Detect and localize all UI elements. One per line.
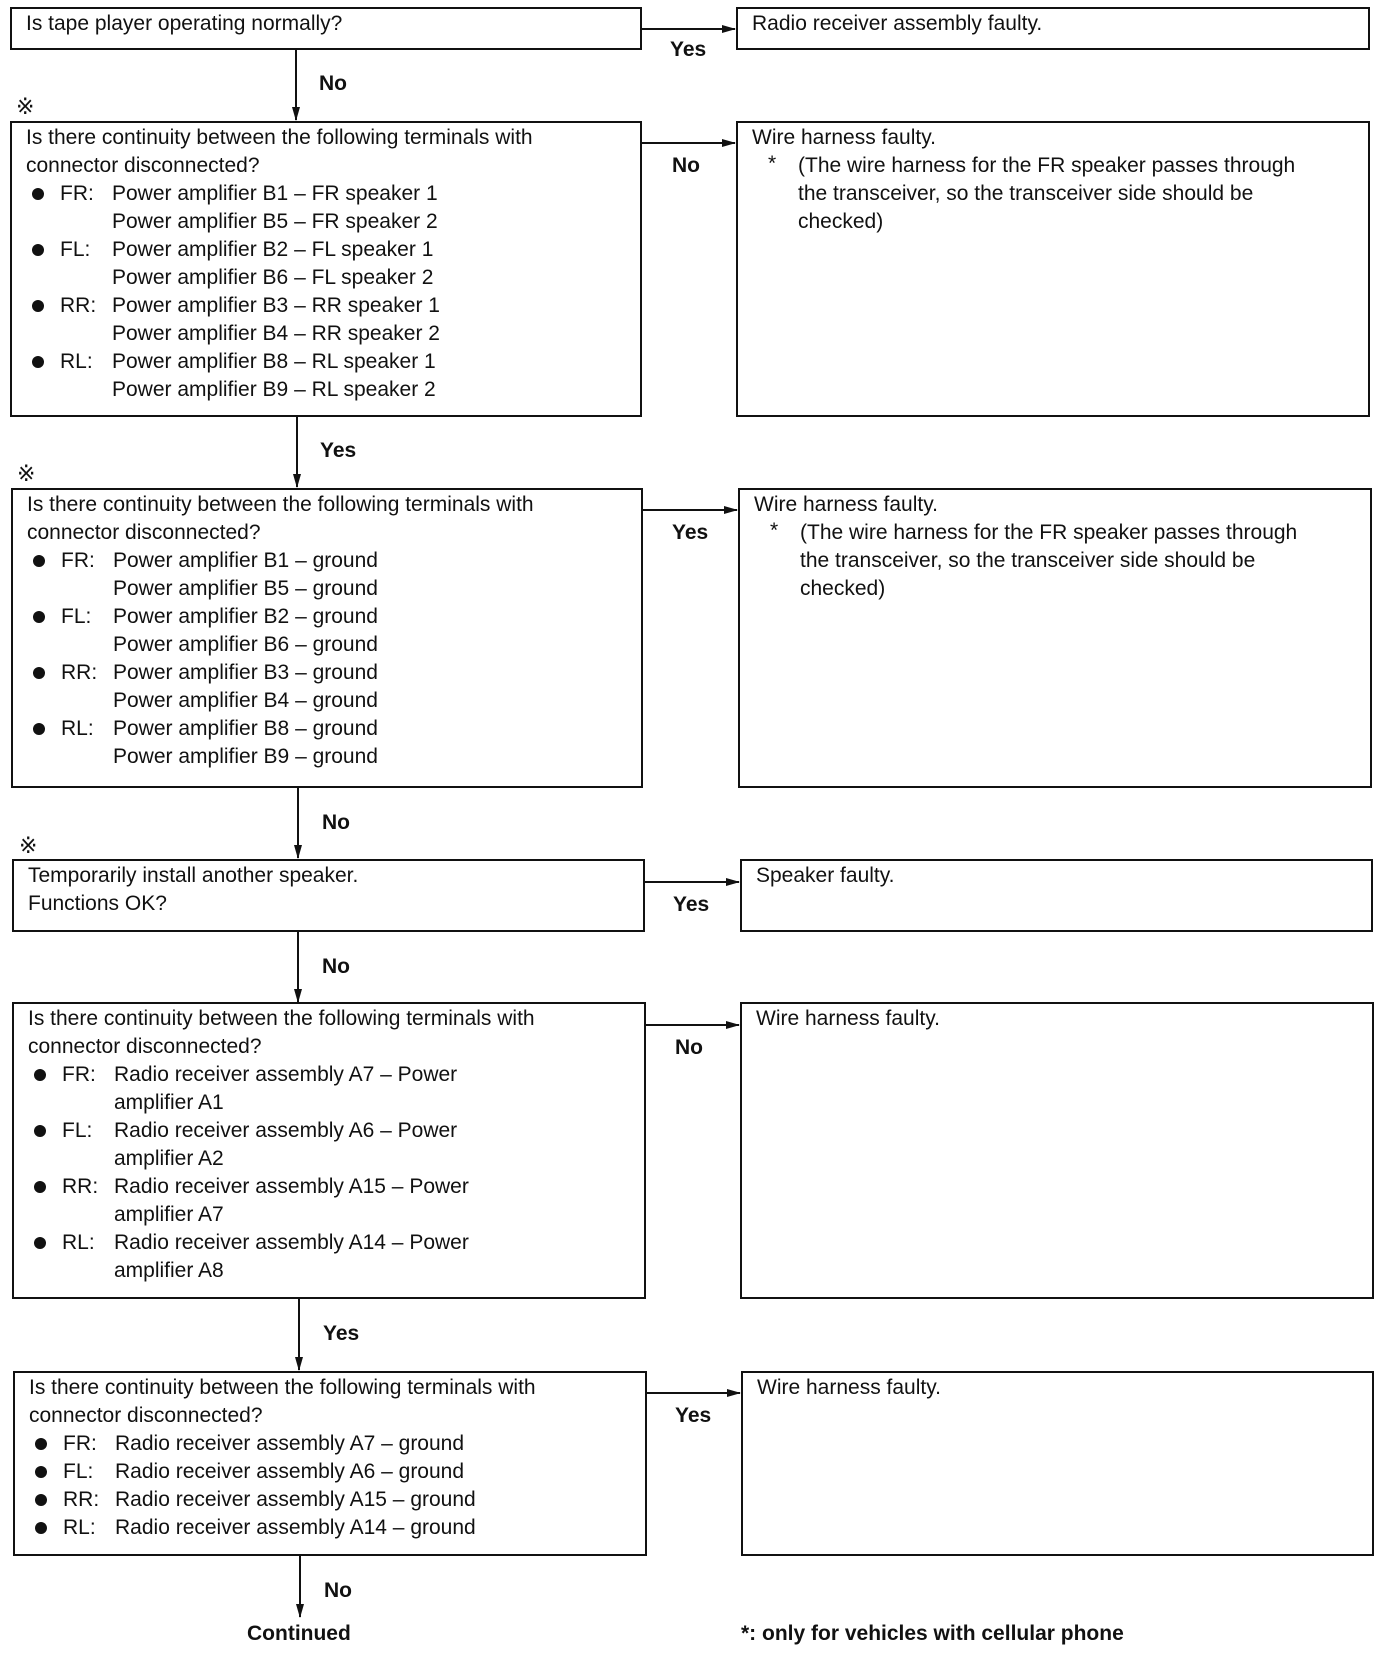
step3-mark: ※	[17, 461, 36, 486]
item-code: RR:	[60, 294, 97, 317]
step2-item	[26, 292, 640, 320]
step4-result-title: Speaker faulty.	[756, 864, 895, 887]
item-text: Power amplifier B8 – RL speaker 1	[112, 350, 436, 373]
step5-item-cont	[28, 1257, 644, 1285]
step3-side-label: Yes	[672, 521, 709, 544]
item-text: Radio receiver assembly A15 – Power	[114, 1175, 469, 1198]
item-code: RR:	[63, 1488, 100, 1511]
note-text: the transceiver, so the transceiver side should be	[798, 182, 1254, 205]
step2-side-label: No	[672, 154, 700, 177]
item-code: FL:	[62, 1119, 93, 1142]
item-text: Radio receiver assembly A14 – ground	[115, 1516, 476, 1539]
step4-question-box	[12, 859, 645, 932]
step1-question: Is tape player operating normally?	[26, 12, 343, 35]
step5-item-cont	[28, 1201, 644, 1229]
step6-item	[29, 1514, 645, 1542]
step2-item-cont	[26, 264, 640, 292]
note-text: checked)	[798, 210, 884, 233]
step4-down-label: No	[322, 955, 350, 978]
item-code: RR:	[61, 661, 98, 684]
note-text: (The wire harness for the FR speaker passes through	[798, 154, 1296, 177]
step4-result-box	[740, 859, 1373, 932]
step6-item	[29, 1486, 645, 1514]
item-text: Power amplifier B3 – ground	[113, 661, 378, 684]
step6-question-box	[13, 1371, 647, 1556]
step3-result-title: Wire harness faulty.	[754, 493, 939, 516]
step3-item-cont	[27, 575, 641, 603]
step1-down-label: No	[319, 72, 347, 95]
step6-item	[29, 1430, 645, 1458]
step4-question-line: Functions OK?	[28, 892, 167, 915]
step6-down-label: No	[324, 1579, 352, 1602]
item-text: Radio receiver assembly A7 – ground	[115, 1432, 465, 1455]
step5-result-box	[740, 1002, 1374, 1299]
step3-question-line: Is there continuity between the following terminals with	[27, 493, 534, 516]
bullet-icon	[34, 1125, 46, 1137]
item-text: Power amplifier B5 – ground	[113, 577, 378, 600]
item-text: amplifier A2	[114, 1147, 224, 1170]
item-text: Radio receiver assembly A6 – ground	[115, 1460, 465, 1483]
item-text: Power amplifier B2 – FL speaker 1	[112, 238, 434, 261]
step1-yes-label: Yes	[670, 38, 707, 61]
item-code: FL:	[63, 1460, 94, 1483]
step5-item	[28, 1173, 644, 1201]
step5-item	[28, 1061, 644, 1089]
step2-result-box	[736, 121, 1370, 417]
step2-item	[26, 236, 640, 264]
item-text: amplifier A1	[114, 1091, 224, 1114]
footnote: *: only for vehicles with cellular phone	[741, 1622, 1124, 1645]
step6-question-line: Is there continuity between the following terminals with	[29, 1376, 536, 1399]
step2-item-cont	[26, 376, 640, 404]
step6-result-title: Wire harness faulty.	[757, 1376, 942, 1399]
bullet-icon	[32, 244, 44, 256]
step3-question-line: connector disconnected?	[27, 521, 261, 544]
step2-down-label: Yes	[320, 439, 357, 462]
item-text: Power amplifier B5 – FR speaker 2	[112, 210, 438, 233]
step3-item	[27, 715, 641, 743]
item-text: Power amplifier B1 – ground	[113, 549, 378, 572]
bullet-icon	[33, 723, 45, 735]
step3-result-box	[738, 488, 1372, 788]
step3-note	[754, 547, 1370, 575]
item-code: FR:	[63, 1432, 97, 1455]
item-text: Radio receiver assembly A7 – Power	[114, 1063, 458, 1086]
step2-mark: ※	[16, 94, 35, 119]
item-text: Power amplifier B9 – ground	[113, 745, 378, 768]
step5-item	[28, 1117, 644, 1145]
step5-result-title: Wire harness faulty.	[756, 1007, 941, 1030]
item-code: RR:	[62, 1175, 99, 1198]
step6-result-box	[741, 1371, 1374, 1556]
step4-mark: ※	[19, 833, 38, 858]
step5-question-line: connector disconnected?	[28, 1035, 262, 1058]
bullet-icon	[32, 300, 44, 312]
bullet-icon	[34, 1181, 46, 1193]
bullet-icon	[32, 356, 44, 368]
step5-item-cont	[28, 1145, 644, 1173]
step5-question-line: Is there continuity between the following terminals with	[28, 1007, 535, 1030]
item-code: FL:	[61, 605, 92, 628]
step2-result-title: Wire harness faulty.	[752, 126, 937, 149]
step5-side-label: No	[675, 1036, 703, 1059]
item-code: FR:	[60, 182, 94, 205]
item-text: Radio receiver assembly A6 – Power	[114, 1119, 458, 1142]
step2-note	[752, 208, 1368, 236]
step4-side-label: Yes	[673, 893, 710, 916]
item-text: amplifier A7	[114, 1203, 224, 1226]
item-code: FL:	[60, 238, 91, 261]
step2-note	[752, 152, 1368, 180]
step2-item	[26, 180, 640, 208]
item-code: RL:	[60, 350, 93, 373]
step3-item	[27, 547, 641, 575]
step5-question-box	[12, 1002, 646, 1299]
item-text: Power amplifier B4 – ground	[113, 689, 378, 712]
step3-item-cont	[27, 631, 641, 659]
item-text: Power amplifier B3 – RR speaker 1	[112, 294, 440, 317]
step3-note	[754, 519, 1370, 547]
item-text: Radio receiver assembly A15 – ground	[115, 1488, 476, 1511]
bullet-icon	[32, 188, 44, 200]
bullet-icon	[35, 1438, 47, 1450]
bullet-icon	[35, 1466, 47, 1478]
step6-item	[29, 1458, 645, 1486]
step1-result-box	[736, 7, 1370, 50]
step3-down-label: No	[322, 811, 350, 834]
item-text: Power amplifier B6 – ground	[113, 633, 378, 656]
bullet-icon	[34, 1237, 46, 1249]
item-text: Power amplifier B6 – FL speaker 2	[112, 266, 434, 289]
item-code: FR:	[62, 1063, 96, 1086]
bullet-icon	[33, 611, 45, 623]
item-text: Power amplifier B9 – RL speaker 2	[112, 378, 436, 401]
step6-question-line: connector disconnected?	[29, 1404, 263, 1427]
step5-item-cont	[28, 1089, 644, 1117]
step3-question-box	[11, 488, 643, 788]
item-text: Power amplifier B2 – ground	[113, 605, 378, 628]
step5-down-label: Yes	[323, 1322, 360, 1345]
step2-note	[752, 180, 1368, 208]
step2-item-cont	[26, 320, 640, 348]
bullet-icon	[33, 555, 45, 567]
note-star: *	[770, 519, 779, 542]
step1-question-box	[10, 7, 642, 50]
step3-note	[754, 575, 1370, 603]
step3-item	[27, 659, 641, 687]
item-code: RL:	[62, 1231, 95, 1254]
item-text: amplifier A8	[114, 1259, 224, 1282]
step6-side-label: Yes	[675, 1404, 712, 1427]
item-code: RL:	[61, 717, 94, 740]
continued-label: Continued	[247, 1622, 351, 1645]
item-code: FR:	[61, 549, 95, 572]
item-text: Power amplifier B4 – RR speaker 2	[112, 322, 440, 345]
step3-item-cont	[27, 687, 641, 715]
step4-question-line: Temporarily install another speaker.	[28, 864, 359, 887]
step1-result: Radio receiver assembly faulty.	[752, 12, 1043, 35]
bullet-icon	[34, 1069, 46, 1081]
bullet-icon	[35, 1522, 47, 1534]
step2-item	[26, 348, 640, 376]
note-text: the transceiver, so the transceiver side should be	[800, 549, 1256, 572]
step2-question-box	[10, 121, 642, 417]
item-code: RL:	[63, 1516, 96, 1539]
step2-question-line: Is there continuity between the following terminals with	[26, 126, 533, 149]
item-text: Radio receiver assembly A14 – Power	[114, 1231, 469, 1254]
bullet-icon	[33, 667, 45, 679]
note-star: *	[768, 152, 777, 175]
step3-item	[27, 603, 641, 631]
bullet-icon	[35, 1494, 47, 1506]
step2-question-line: connector disconnected?	[26, 154, 260, 177]
step5-item	[28, 1229, 644, 1257]
note-text: (The wire harness for the FR speaker passes through	[800, 521, 1298, 544]
step2-item-cont	[26, 208, 640, 236]
note-text: checked)	[800, 577, 886, 600]
item-text: Power amplifier B1 – FR speaker 1	[112, 182, 438, 205]
item-text: Power amplifier B8 – ground	[113, 717, 378, 740]
step3-item-cont	[27, 743, 641, 771]
